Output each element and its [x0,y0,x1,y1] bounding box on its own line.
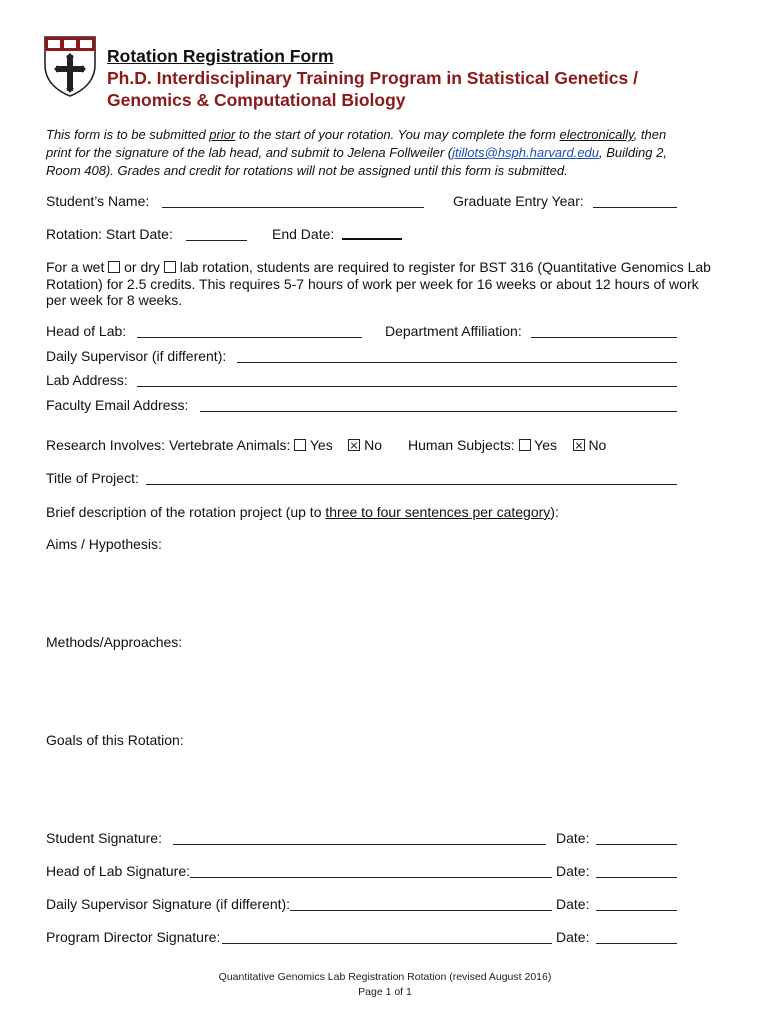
rotation-start-date-label: Rotation: Start Date: [46,226,173,242]
human-no-label: No [588,437,607,453]
head-of-lab-date-label: Date: [556,863,590,879]
goals-field[interactable] [46,752,676,822]
animals-yes-checkbox[interactable] [294,439,306,451]
daily-supervisor-date-field[interactable] [596,898,677,911]
wet-dry-line-2: Rotation) for 2.5 credits. This requires 5-7 hours of work per week for 16 weeks or about 12 hours of work [46,276,699,292]
daily-supervisor-label: Daily Supervisor (if different): [46,348,227,364]
brief-desc-text: ): [550,504,559,520]
human-subjects-row [408,437,606,453]
lab-address-label: Lab Address: [46,372,128,388]
graduate-entry-year-label: Graduate Entry Year: [453,193,584,209]
daily-supervisor-date-label: Date: [556,896,590,912]
brief-desc-text: Brief description of the rotation project (up to [46,504,326,520]
faculty-email-label: Faculty Email Address: [46,397,189,413]
brief-description-label [46,504,559,520]
program-director-date-field[interactable] [596,931,677,944]
faculty-email-field[interactable] [200,399,677,412]
vertebrate-animals-label: Research Involves: Vertebrate Animals: [46,437,291,453]
methods-approaches-field[interactable] [46,654,676,724]
aims-hypothesis-label: Aims / Hypothesis: [46,536,162,552]
footer-page-number: Page 1 of 1 [358,986,412,998]
title-of-project-field[interactable] [146,472,677,485]
intro-text: , Building 2, [599,145,667,160]
form-title: Rotation Registration Form [107,46,334,66]
human-no-checkbox[interactable] [573,439,585,451]
goals-label: Goals of this Rotation: [46,732,184,748]
student-signature-date-label: Date: [556,830,590,846]
animals-yes-label: Yes [309,437,333,453]
email-link[interactable]: jtillots@hsph.harvard.edu [452,145,600,160]
footer-revision: Quantitative Genomics Lab Registration Rotation (revised August 2016) [218,971,552,983]
program-title-line2: Genomics & Computational Biology [107,90,406,110]
program-director-date-label: Date: [556,929,590,945]
head-of-lab-label: Head of Lab: [46,323,127,339]
wet-dry-line-3: per week for 8 weeks. [46,292,183,308]
department-affiliation-label: Department Affiliation: [385,323,522,339]
lab-address-field[interactable] [137,374,677,387]
research-involves-row [46,437,382,453]
head-of-lab-date-field[interactable] [596,865,677,878]
intro-electronically: electronically [559,127,634,142]
student-signature-date-field[interactable] [596,832,677,845]
intro-text: , then [633,127,667,142]
human-yes-checkbox[interactable] [519,439,531,451]
student-signature-field[interactable] [173,832,546,845]
wet-checkbox[interactable] [108,261,120,273]
intro-prior: prior [209,127,236,142]
student-name-field[interactable] [162,195,424,208]
title-of-project-label: Title of Project: [46,470,139,486]
aims-hypothesis-field[interactable] [46,556,676,626]
dry-checkbox[interactable] [164,261,176,273]
department-affiliation-field[interactable] [531,325,677,338]
harvard-shield-logo [43,35,97,97]
intro-text: to the start of your rotation. You may complete the form [235,127,560,142]
animals-no-label: No [364,437,383,453]
intro-text: print for the signature of the lab head, and submit to Jelena Follweiler ( [46,145,453,160]
human-yes-label: Yes [534,437,557,453]
brief-desc-underlined: three to four sentences per category [325,504,551,520]
program-director-signature-label: Program Director Signature: [46,929,221,945]
dry-label: or dry [124,259,160,275]
daily-supervisor-field[interactable] [237,350,677,363]
head-of-lab-signature-label: Head of Lab Signature: [46,863,190,879]
start-date-field[interactable] [186,228,247,241]
program-director-signature-field[interactable] [222,931,552,944]
graduate-entry-year-field[interactable] [593,195,677,208]
human-subjects-label: Human Subjects: [408,437,515,453]
student-name-label: Student’s Name: [46,193,150,209]
wet-label: For a wet [46,259,105,275]
methods-approaches-label: Methods/Approaches: [46,634,183,650]
intro-line-1 [46,126,666,144]
wet-dry-line-1 [46,259,711,275]
end-date-field[interactable] [342,238,402,240]
intro-line-3: Room 408). Grades and credit for rotations will not be assigned until this form is submitted. [46,163,568,178]
intro-line-2 [46,144,667,162]
head-of-lab-signature-field[interactable] [190,865,552,878]
daily-supervisor-signature-label: Daily Supervisor Signature (if different): [46,896,291,912]
end-date-label: End Date: [272,226,335,242]
program-title-line1: Ph.D. Interdisciplinary Training Program in Statistical Genetics / [107,68,638,88]
intro-text: This form is to be submitted [46,127,210,142]
student-signature-label: Student Signature: [46,830,162,846]
daily-supervisor-signature-field[interactable] [290,898,552,911]
head-of-lab-field[interactable] [137,325,362,338]
wet-dry-text: lab rotation, students are required to register for BST 316 (Quantitative Genomics Lab [179,259,711,275]
animals-no-checkbox[interactable] [348,439,360,451]
